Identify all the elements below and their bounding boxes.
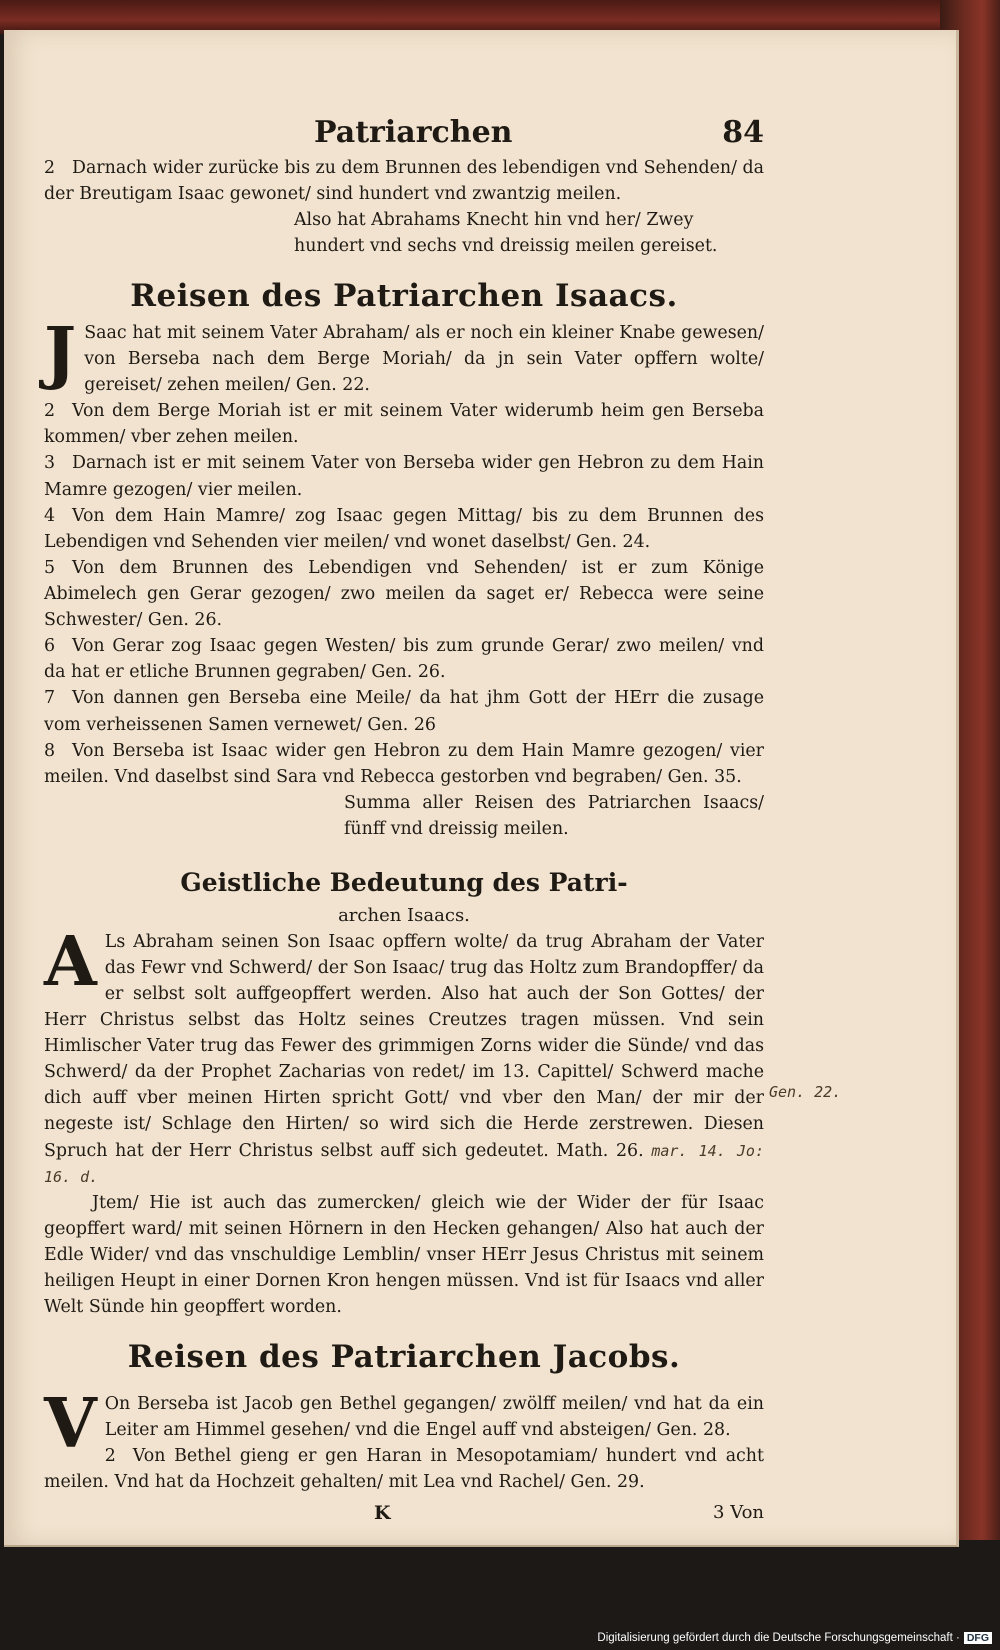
list-item: 3 Darnach ist er mit seinem Vater von Berseba wider gen Hebron zu dem Hain Mamre gezogen/ vier meilen. xyxy=(44,453,764,500)
item-text: Darnach wider zurücke bis zu dem Brunnen des lebendigen vnd Sehenden/ da der Breutigam Isaac gewonet/ sind hundert vnd zwantzig meilen. xyxy=(44,158,764,205)
body-paragraph: Jtem/ Hie ist auch das zumercken/ gleich wie der Wider der für Isaac geopffert ward/ mit seinen Hörnern in den Hecken gehangen/ Also hat auch der Edle Wider/ vnd das vnschuldige Lemblin/ vnser HErr Jesus Christus mit seinem heiligen Heupt in einer Dornen Kron hengen müssen. Vnd ist für Isaacs vnd aller Welt Sünde hin geopffert worden. xyxy=(44,1192,764,1318)
section-heading-bedeutung: Geistliche Bedeutung des Patri- xyxy=(180,868,628,898)
section-heading-jacob: Reisen des Patriarchen Jacobs. xyxy=(127,1339,681,1376)
list-item: 5 Von dem Brunnen des Lebendigen vnd Sehenden/ ist er zum Könige Abimelech gen Gerar gezogen/ zwo meilen da saget er/ Rebecca were seine Schwester/ Gen. 26. xyxy=(44,557,764,631)
list-item: 8 Von Berseba ist Isaac wider gen Hebron zu dem Hain Mamre gezogen/ vier meilen. Vnd daselbst sind Sara vnd Rebecca gestorben vnd begraben/ Gen. 35. xyxy=(44,740,764,787)
digitization-credit xyxy=(597,1632,992,1644)
credit-text: Digitalisierung gefördert durch die Deutsche Forschungsgemeinschaft · xyxy=(597,1632,960,1644)
margin-annotation: Gen. 22. xyxy=(769,1083,842,1101)
page-text-block xyxy=(44,110,764,1528)
page-number: 84 xyxy=(722,115,764,150)
body-paragraph: A Ls Abraham seinen Son Isaac opffern wolte/ da trug Abraham der Vater das Fewr vnd Schwerd/ der Son Isaac/ trug das Holtz zum Brandopffer/ da er selbst solt auffgeopffert werden. Also hat auch der Son Gottes/ der Herr Christus selbst das Holtz seines Creutzes tragen müssen. Vnd sein Himlischer Vater trug das Fewer des grimmigen Zorns wider die Sünde/ vnd das Schwerd/ da der Prophet Zacharias von redet/ im 13. Capittel/ Schwerd mache dich auff vber meinen Hirten spricht Gott/ vnd vber den Man/ der mir der negeste ist/ Schlage den Hirten/ so wird sich die Herde zerstrewen. Diesen Spruch hat der Herr Christus selbst auff sich gedeutet. Math. 26. mar. 14. Jo: 16. d. xyxy=(44,921,764,1186)
book-edge-top xyxy=(0,0,940,34)
list-item: 4 Von dem Hain Mamre/ zog Isaac gegen Mittag/ bis zu dem Brunnen des Lebendigen vnd Sehenden vier meilen/ vnd wonet daselbst/ Gen. 24. xyxy=(44,505,764,552)
list-item: 6 Von Gerar zog Isaac gegen Westen/ bis zum grunde Gerar/ zwo meilen/ vnd da hat er etliche Brunnen gegraben/ Gen. 26. xyxy=(44,636,764,683)
drop-capital: A xyxy=(44,921,97,1002)
intro-paragraph: V On Berseba ist Jacob gen Bethel gegangen/ zwölff meilen/ vnd hat da ein Leiter am Himmel gesehen/ vnd die Engel auff vnd absteigen/ Gen. 28. xyxy=(44,1383,764,1464)
sum-line: Summa aller Reisen des Patriarchen Isaacs/ fünff vnd dreissig meilen. xyxy=(344,792,764,840)
drop-capital: J xyxy=(44,312,77,393)
running-header xyxy=(314,110,764,155)
list-item xyxy=(44,155,764,207)
running-title: Patriarchen xyxy=(314,115,513,150)
section-heading-isaac: Reisen des Patriarchen Isaacs. xyxy=(130,278,678,315)
list-item: 2 Von Bethel gieng er gen Haran in Mesopotamiam/ hundert vnd acht meilen. Vnd hat da Hochzeit gehalten/ mit Lea vnd Rachel/ Gen. 29. xyxy=(44,1445,764,1493)
sum-line: Also hat Abrahams Knecht hin vnd her/ Zwey hundert vnd sechs vnd dreissig meilen gereiset. xyxy=(294,210,718,257)
section-subheading: archen Isaacs. xyxy=(338,904,470,926)
page-foot xyxy=(44,1499,764,1528)
book-page xyxy=(4,30,959,1547)
item-number: 2 xyxy=(44,158,56,178)
intro-paragraph: J Saac hat mit seinem Vater Abraham/ als er noch ein kleiner Knabe gewesen/ von Berseba nach dem Berge Moriah/ da jn sein Vater opffern wolte/ gereiset/ zehen meilen/ Gen. 22. xyxy=(44,312,764,396)
catchword: 3 Von xyxy=(713,1502,764,1524)
signature-mark: K xyxy=(374,1502,391,1525)
drop-capital: V xyxy=(44,1383,97,1464)
list-item: 2 Von dem Berge Moriah ist er mit seinem Vater widerumb heim gen Berseba kommen/ vber zehen meilen. xyxy=(44,401,764,448)
handwritten-annotation: mar. 14. Jo: 16. d. xyxy=(44,1141,764,1186)
dfg-logo: DFG xyxy=(964,1632,992,1644)
list-item: 7 Von dannen gen Berseba eine Meile/ da hat jhm Gott der HErr die zusage vom verheissenen Samen vernewet/ Gen. 26 xyxy=(44,688,764,735)
